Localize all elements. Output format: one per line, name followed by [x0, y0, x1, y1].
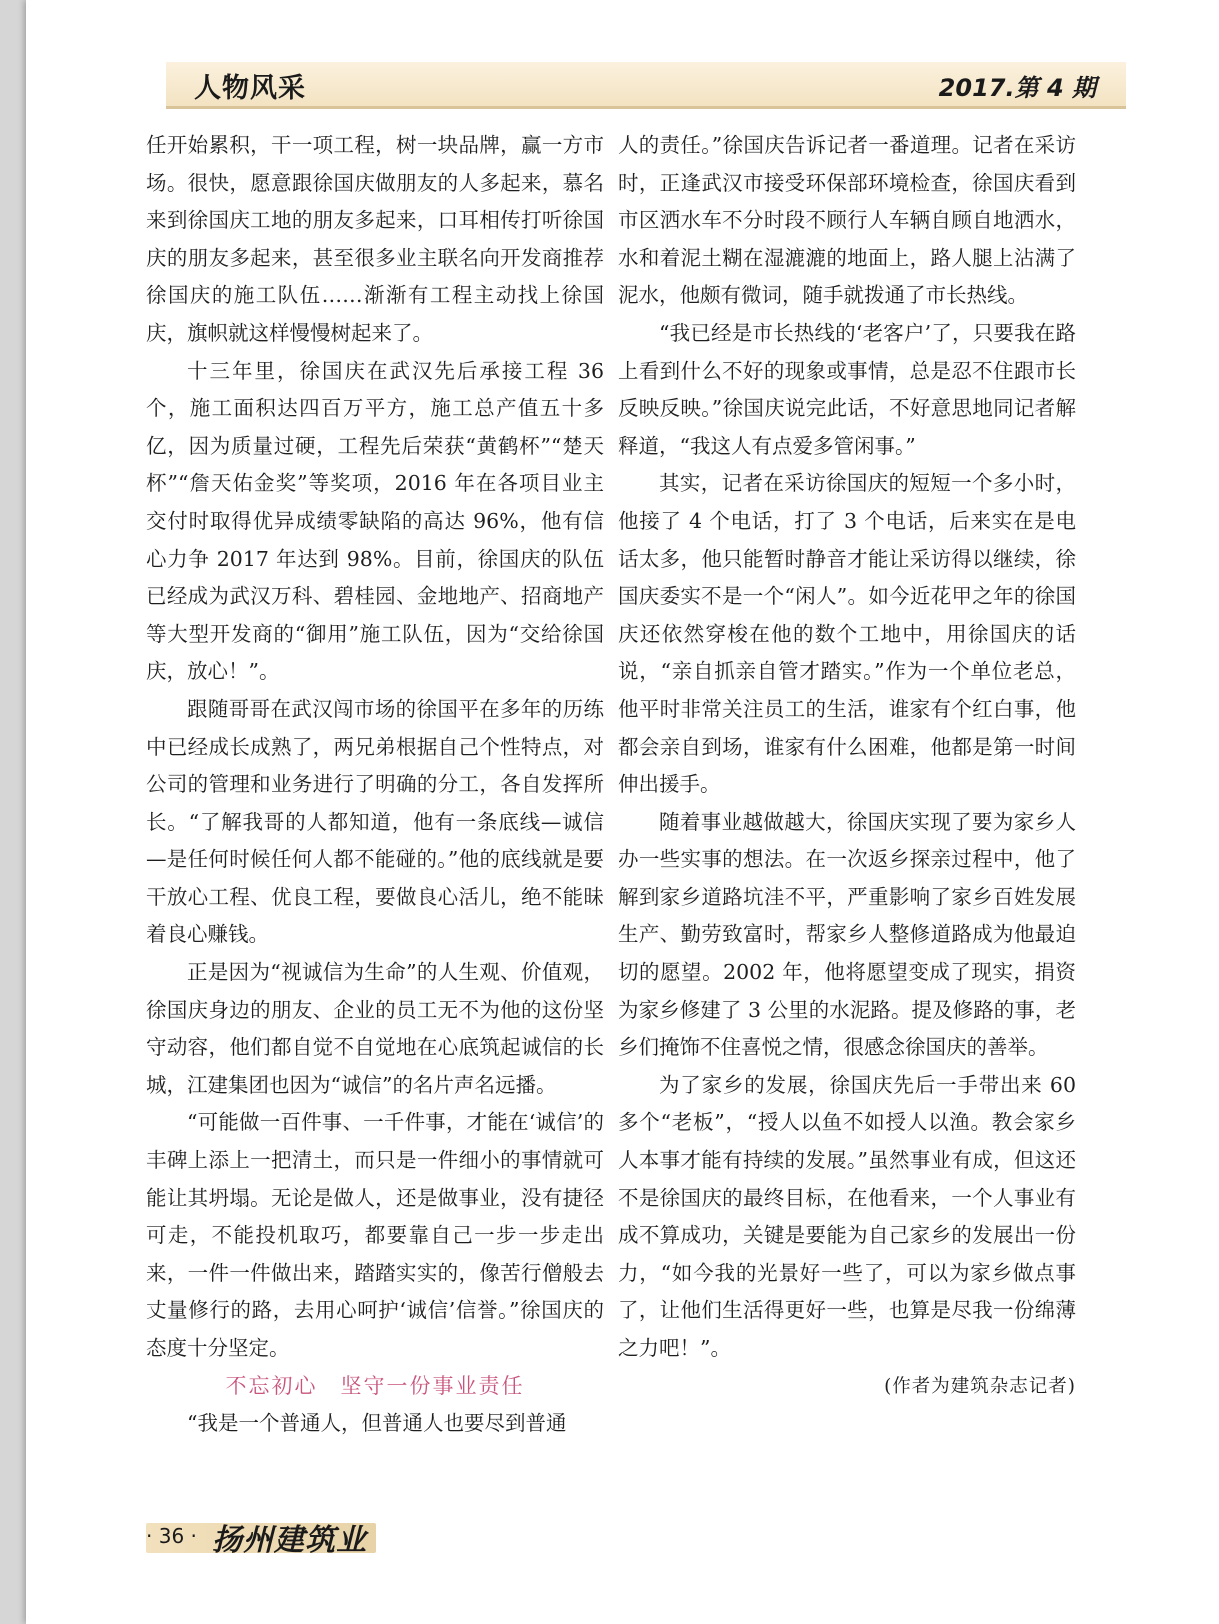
- left-column: [146, 127, 604, 1443]
- paragraph: 十三年里，徐国庆在武汉先后承接工程 36 个，施工面积达四百万平方，施工总产值五十多亿，因为质量过硬，工程先后荣获“黄鹤杯”“楚天杯”“詹天佑金奖”等奖项，2016 年在各项目业主交付时取得优异成绩零缺陷的高达 96%，他有信心力争 2017 年达到 98%。目前，徐国庆的队伍已经成为武汉万科、碧桂园、金地地产、招商地产等大型开发商的“御用”施工队伍，因为“交给徐国庆，放心！”。: [146, 358, 604, 684]
- page-footer: [146, 1523, 376, 1558]
- issue-label: 2017.第 4 期: [938, 74, 1096, 102]
- paragraph: “可能做一百件事、一千件事，才能在‘诚信’的丰碑上添上一把清土，而只是一件细小的事情就可能让其坍塌。无论是做人，还是做事业，没有捷径可走，不能投机取巧，都要靠自己一步一步走出来，一件一件做出来，踏踏实实的，像苦行僧般去丈量修行的路，去用心呵护‘诚信’信誉。”徐国庆的态度十分坚定。: [146, 1110, 604, 1360]
- paragraph: 为了家乡的发展，徐国庆先后一手带出来 60 多个“老板”，“授人以鱼不如授人以渔。教会家乡人本事才能有持续的发展。”虽然事业有成，但这还不是徐国庆的最终目标，在他看来，一个人事业有成不算成功，关键是要能为自己家乡的发展出一份力，“如今我的光景好一些了，可以为家乡做点事了，让他们生活得更好一些，也算是尽我一份绵薄之力吧！”。: [618, 1072, 1076, 1360]
- page-number: · 36 ·: [146, 1524, 197, 1548]
- author-byline: (作者为建筑杂志记者): [884, 1375, 1076, 1397]
- paragraph: “我已经是市长热线的‘老客户’了，只要我在路上看到什么不好的现象或事情，总是忍不住跟市长反映反映。”徐国庆说完此话，不好意思地同记者解释道，“我这人有点爱多管闲事。”: [618, 320, 1076, 458]
- page-header: [166, 62, 1126, 109]
- paragraph: 正是因为“视诚信为生命”的人生观、价值观，徐国庆身边的朋友、企业的员工无不为他的这份坚守动容，他们都自觉不自觉地在心底筑起诚信的长城，江建集团也因为“诚信”的名片声名远播。: [146, 960, 604, 1097]
- paragraph: 任开始累积，干一项工程，树一块品牌，赢一方市场。很快，愿意跟徐国庆做朋友的人多起来，慕名来到徐国庆工地的朋友多起来，口耳相传打听徐国庆的朋友多起来，甚至很多业主联名向开发商推荐徐国庆的施工队伍……渐渐有工程主动找上徐国庆，旗帜就这样慢慢树起来了。: [146, 133, 604, 345]
- right-column: [618, 127, 1076, 1405]
- section-subheading: 不忘初心 坚守一份事业责任: [225, 1373, 525, 1398]
- paragraph: 跟随哥哥在武汉闯市场的徐国平在多年的历练中已经成长成熟了，两兄弟根据自己个性特点，对公司的管理和业务进行了明确的分工，各自发挥所长。“了解我哥的人都知道，他有一条底线—诚信—是任何时候任何人都不能碰的。”他的底线就是要干放心工程、优良工程，要做良心活儿，绝不能昧着良心赚钱。: [146, 696, 604, 947]
- magazine-page: [26, 0, 1219, 1624]
- section-title: 人物风采: [194, 73, 306, 104]
- magazine-logo: 扬州建筑业: [212, 1523, 367, 1558]
- paragraph: 其实，记者在采访徐国庆的短短一个多小时，他接了 4 个电话，打了 3 个电话，后来实在是电话太多，他只能暂时静音才能让采访得以继续，徐国庆委实不是一个“闲人”。如今近花甲之年的徐国庆还依然穿梭在他的数个工地中，用徐国庆的话说，“亲自抓亲自管才踏实。”作为一个单位老总，他平时非常关注员工的生活，谁家有个红白事，他都会亲自到场，谁家有什么困难，他都是第一时间伸出援手。: [618, 471, 1076, 797]
- paragraph: 随着事业越做越大，徐国庆实现了要为家乡人办一些实事的想法。在一次返乡探亲过程中，他了解到家乡道路坑洼不平，严重影响了家乡百姓发展生产、勤劳致富时，帮家乡人整修道路成为他最迫切的愿望。2002 年，他将愿望变成了现实，捐资为家乡修建了 3 公里的水泥路。提及修路的事，老乡们掩饰不住喜悦之情，很感念徐国庆的善举。: [618, 809, 1076, 1060]
- paragraph: 人的责任。”徐国庆告诉记者一番道理。记者在采访时，正逢武汉市接受环保部环境检查，徐国庆看到市区洒水车不分时段不顾行人车辆自顾自地洒水，水和着泥土糊在湿漉漉的地面上，路人腿上沾满了泥水，他颇有微词，随手就拨通了市长热线。: [618, 133, 1076, 308]
- paragraph: “我是一个普通人，但普通人也要尽到普通: [187, 1411, 567, 1436]
